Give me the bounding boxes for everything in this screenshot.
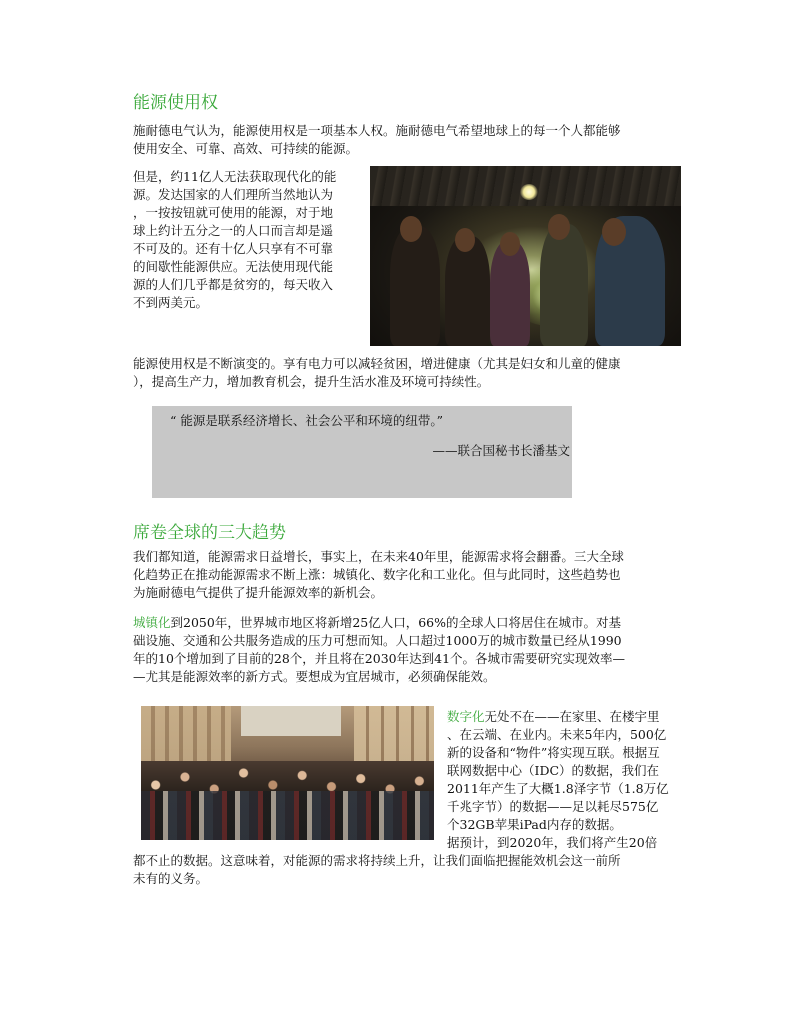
text-line: 年的10个增加到了目前的28个，并且将在2030年达到41个。各城市需要研究实现效率— [133, 651, 626, 666]
text-line: 使用安全、可靠、高效、可持续的能源。 [133, 141, 359, 156]
person-silhouette [445, 236, 490, 346]
person-silhouette [540, 224, 588, 346]
text-line: 球上约计五分之一的人口而言却是遥 [133, 223, 334, 238]
text-line: 但是，约11亿人无法获取现代化的能 [133, 169, 337, 184]
text-line: 源。发达国家的人们理所当然地认为 [133, 187, 334, 202]
text-line: 不到两美元。 [133, 295, 209, 310]
quote-text: “ 能源是联系经济增长、社会公平和环境的纽带。” [170, 413, 444, 428]
section-heading-three-trends: 席卷全球的三大趋势 [133, 523, 286, 543]
side-paragraph [133, 168, 336, 312]
text-line: 个32GB苹果iPad内存的数据。 [447, 817, 622, 832]
text-line: 不可及的。还有十亿人只享有不可靠 [133, 241, 334, 256]
after-paragraph [133, 355, 621, 391]
text-line: 施耐德电气认为，能源使用权是一项基本人权。施耐德电气希望地球上的每一个人都能够 [133, 123, 621, 138]
text-line: 据预计，到2020年，我们将产生20倍 [447, 835, 658, 850]
person-face [400, 216, 422, 242]
person-face [548, 214, 570, 240]
urbanization-paragraph [133, 614, 625, 686]
text-fragment: 无处不在——在家里、在楼宇里 [484, 709, 660, 724]
person-silhouette [490, 241, 530, 346]
digitization-paragraph [447, 708, 669, 852]
text-line: 联网数据中心（IDC）的数据，我们在 [447, 763, 660, 778]
keyword-digitization: 数字化 [447, 709, 485, 724]
text-line: 为施耐德电气提供了提升能源效率的新机会。 [133, 585, 384, 600]
text-line: ），提高生产力，增加教育机会，提升生活水准及环境可持续性。 [133, 374, 490, 389]
text-line: 础设施、交通和公共服务造成的压力可想而知。人口超过1000万的城市数量已经从1990 [133, 633, 622, 648]
photo-crowded-street [141, 706, 434, 840]
photo-sky [241, 706, 341, 736]
person-face [455, 228, 475, 252]
text-line: 的间歇性能源供应。无法使用现代能 [133, 259, 334, 274]
text-line: 能源使用权是不断演变的。享有电力可以减轻贫困，增进健康（尤其是妇女和儿童的健康 [133, 356, 621, 371]
photo-people-around-light [370, 166, 681, 346]
text-line: 2011年产生了大概1.8泽字节（1.8万亿 [447, 781, 669, 796]
light-bulb [520, 184, 538, 200]
final-paragraph [133, 852, 621, 888]
quote-box [152, 406, 572, 498]
person-silhouette [390, 226, 440, 346]
text-line: 新的设备和“物件”将实现互联。根据互 [447, 745, 660, 760]
text-line: 化趋势正在推动能源需求不断上涨：城镇化、数字化和工业化。但与此同时，这些趋势也 [133, 567, 621, 582]
text-line: —尤其是能源效率的新方式。要想成为宜居城市，必须确保能效。 [133, 669, 496, 684]
text-line [133, 614, 625, 632]
text-line: 源的人们几乎都是贫穷的，每天收入 [133, 277, 334, 292]
text-line: 未有的义务。 [133, 871, 209, 886]
quote-attribution: ——联合国秘书长潘基文 [432, 443, 570, 458]
text-line: 千兆字节）的数据——足以耗尽575亿 [447, 799, 659, 814]
keyword-urbanization: 城镇化 [133, 615, 171, 630]
text-line: 都不止的数据。这意味着，对能源的需求将持续上升，让我们面临把握能效机会这一前所 [133, 853, 621, 868]
trends-intro-paragraph [133, 548, 624, 602]
person-face [500, 232, 520, 256]
person-face [602, 218, 626, 246]
text-line: 、在云端、在业内。未来5年内，500亿 [447, 727, 667, 742]
text-fragment: 到2050年，世界城市地区将新增25亿人口，66%的全球人口将居住在城市。对基 [170, 615, 622, 630]
section-heading-energy-access: 能源使用权 [133, 93, 218, 113]
text-line: 我们都知道，能源需求日益增长，事实上，在未来40年里，能源需求将会翻番。三大全球 [133, 549, 624, 564]
intro-paragraph [133, 122, 621, 158]
text-line [447, 708, 669, 726]
text-line: ，一按按钮就可使用的能源，对于地 [133, 205, 334, 220]
crowd-clothing [141, 791, 434, 840]
